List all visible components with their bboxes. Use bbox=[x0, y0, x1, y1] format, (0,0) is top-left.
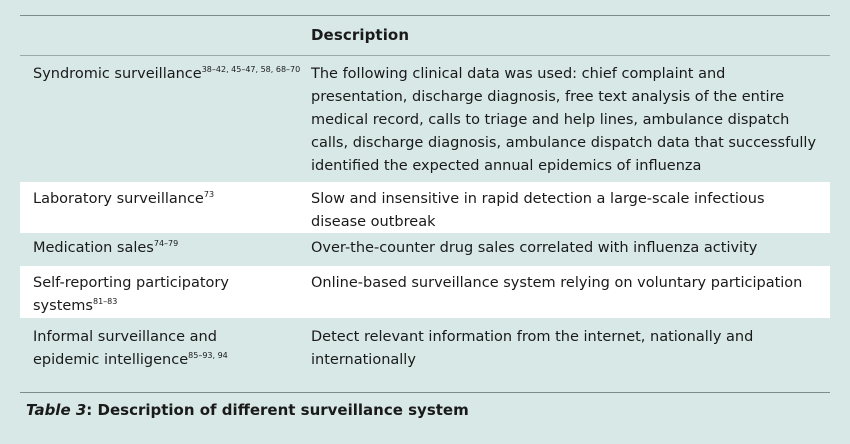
row-description bbox=[311, 188, 821, 234]
row-label bbox=[33, 188, 303, 211]
row-label-text: epidemic intelligence bbox=[33, 352, 189, 368]
row-label-text: Syndromic surveillance bbox=[33, 66, 202, 82]
row-label-text: systems bbox=[33, 298, 93, 314]
reference-superscript: 38–42, 45–47, 58, 68–70 bbox=[201, 65, 301, 74]
header-rule bbox=[20, 55, 830, 56]
description-line: Over-the-counter drug sales correlated with influenza activity bbox=[311, 240, 758, 256]
description-line: medical record, calls to triage and help lines, ambulance dispatch bbox=[311, 112, 790, 128]
row-label-text: Informal surveillance and bbox=[33, 329, 217, 345]
description-line: Detect relevant information from the internet, nationally and bbox=[311, 329, 754, 345]
row-description bbox=[311, 272, 821, 295]
column-header-description: Description bbox=[311, 26, 410, 44]
row-label bbox=[33, 63, 303, 86]
description-line: Slow and insensitive in rapid detection a large-scale infectious bbox=[311, 191, 765, 207]
reference-superscript: 74–79 bbox=[153, 239, 179, 248]
reference-superscript: 81–83 bbox=[92, 297, 118, 306]
caption-text: : Description of different surveillance system bbox=[86, 401, 469, 419]
row-label-text-line2 bbox=[33, 295, 303, 318]
row-label bbox=[33, 272, 303, 318]
caption-label: Table 3 bbox=[26, 401, 87, 419]
row-label-text: Laboratory surveillance bbox=[33, 191, 204, 207]
description-line: calls, discharge diagnosis, ambulance dispatch data that successfully bbox=[311, 135, 817, 151]
description-line: internationally bbox=[311, 352, 416, 368]
row-label bbox=[33, 237, 303, 260]
description-line: disease outbreak bbox=[311, 214, 436, 230]
description-line: identified the expected annual epidemics of influenza bbox=[311, 158, 702, 174]
table-caption bbox=[26, 401, 469, 419]
row-description bbox=[311, 237, 821, 260]
table-row-self-reporting bbox=[20, 266, 830, 318]
row-description bbox=[311, 326, 821, 372]
bottom-rule bbox=[20, 392, 830, 393]
row-description bbox=[311, 63, 821, 178]
reference-superscript: 73 bbox=[203, 190, 215, 199]
top-rule bbox=[20, 15, 830, 16]
row-label bbox=[33, 326, 303, 372]
table-row-syndromic bbox=[20, 57, 830, 179]
row-label-text-line2 bbox=[33, 349, 303, 372]
row-label-text: Self-reporting participatory bbox=[33, 275, 229, 291]
description-line: The following clinical data was used: chief complaint and bbox=[311, 66, 726, 82]
description-line: Online-based surveillance system relying on voluntary participation bbox=[311, 275, 803, 291]
table-row-informal-surveillance bbox=[20, 320, 830, 388]
reference-superscript: 85–93, 94 bbox=[188, 351, 228, 360]
table-row-medication-sales bbox=[20, 233, 830, 266]
description-line: presentation, discharge diagnosis, free text analysis of the entire bbox=[311, 89, 785, 105]
row-label-text: Medication sales bbox=[33, 240, 154, 256]
table-row-laboratory bbox=[20, 182, 830, 233]
